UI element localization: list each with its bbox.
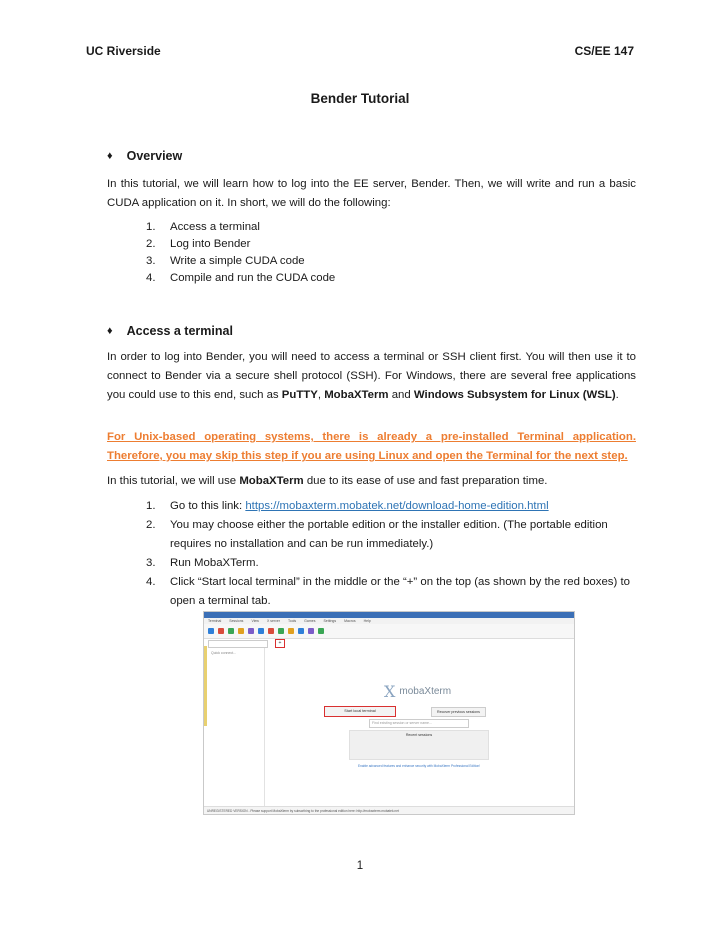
menu-item: Terminal: [208, 619, 222, 623]
diamond-bullet-icon: ♦: [107, 150, 113, 162]
toolbar-icon: [318, 628, 324, 634]
menu-item: Settings: [323, 619, 337, 623]
menu-item: Games: [304, 619, 316, 623]
separator: ,: [317, 389, 325, 401]
page-number: 1: [356, 860, 364, 872]
menu-item: Tools: [288, 619, 297, 623]
list-item: [146, 236, 636, 253]
list-item: [146, 219, 636, 236]
setup-steps: [146, 497, 636, 611]
mobaxterm-intro: [107, 472, 636, 491]
mobaxterm-logo: [384, 682, 451, 701]
mobaxterm-label: MobaXTerm: [324, 389, 389, 401]
toolbar-icon: [248, 628, 254, 634]
menu-item: View: [251, 619, 259, 623]
list-text: Run MobaXTerm.: [170, 557, 259, 569]
document-title: Bender Tutorial: [310, 91, 410, 106]
list-number: 4.: [146, 576, 156, 588]
access-text: In order to log into Bender, you will need to access a terminal or SSH client first. You will then use it to connect to Bender via a secure shell protocol (SSH). For Windows, there are several free applications you could use to this end, such as: [107, 351, 636, 401]
overview-heading-text: Overview: [126, 149, 183, 163]
intro-text-end: due to its ease of use and fast preparation time.: [303, 475, 548, 487]
start-local-terminal-button: Start local terminal: [324, 706, 396, 717]
putty-label: PuTTY: [281, 389, 318, 401]
intro-text: In this tutorial, we will use: [107, 475, 240, 487]
list-number: 4.: [146, 272, 156, 284]
toolbar-icon: [208, 628, 214, 634]
find-session-field: Find existing session or server name...: [369, 719, 469, 728]
overview-paragraph: In this tutorial, we will learn how to log into the EE server, Bender. Then, we will write and run a basic CUDA application on it. In short, we will do the following:: [107, 178, 636, 209]
list-number: 1.: [146, 221, 156, 233]
professional-edition-link: Enable advanced features and enhance security with MobaXterm Professional Edition!: [357, 764, 481, 768]
list-text: Go to this link:: [170, 500, 246, 512]
quick-connect-field: [208, 640, 268, 655]
access-paragraph: [107, 348, 636, 405]
toolbar-icon: [238, 628, 244, 634]
recent-sessions-box: Recent sessions: [349, 730, 489, 760]
list-item: [146, 253, 636, 270]
sidebar-strip: [204, 646, 207, 726]
toolbar-icon: [228, 628, 234, 634]
wsl-label: Windows Subsystem for Linux (WSL): [413, 389, 616, 401]
toolbar-icon: [278, 628, 284, 634]
header-right: CS/EE 147: [574, 44, 634, 58]
list-number: 2.: [146, 519, 156, 531]
status-bar: UNREGISTERED VERSION - Please support MobaXterm by subscribing to the professional edition here: http://mobaxterm.mobatek.net: [204, 806, 574, 814]
new-tab-plus-icon: +: [275, 639, 285, 648]
list-item: [146, 270, 636, 287]
list-number: 1.: [146, 500, 156, 512]
toolbar-icon: [258, 628, 264, 634]
toolbar-icon: [288, 628, 294, 634]
list-item: [146, 573, 636, 611]
toolbar-icon: [308, 628, 314, 634]
mobaxterm-label: MobaXTerm: [239, 475, 304, 487]
access-heading-text: Access a terminal: [126, 324, 233, 338]
toolbar-icon: [218, 628, 224, 634]
menu-item: Sessions: [229, 619, 244, 623]
conjunction: and: [388, 389, 414, 401]
list-number: 3.: [146, 255, 156, 267]
toolbar-icon: [298, 628, 304, 634]
overview-list: [146, 219, 636, 287]
overview-heading: [107, 149, 182, 163]
quick-connect-text: Quick connect...: [211, 651, 237, 655]
mobaxterm-screenshot: [203, 611, 575, 815]
logo-x-icon: X: [384, 682, 396, 701]
list-text: Access a terminal: [170, 221, 260, 233]
menu-item: X server: [266, 619, 280, 623]
logo-text: mobaXterm: [399, 686, 452, 697]
list-text: You may choose either the portable edition or the installer edition. (The portable edition requires no installation and can be run immediately.): [170, 519, 608, 550]
list-number: 2.: [146, 238, 156, 250]
access-heading: [107, 324, 233, 338]
recover-sessions-button: Recover previous sessions: [431, 707, 486, 717]
list-text: Click “Start local terminal” in the middle or the “+” on the top (as shown by the red boxes) to open a terminal tab.: [170, 576, 630, 607]
sessions-panel: [208, 648, 265, 808]
header-left: UC Riverside: [86, 44, 161, 58]
list-item: [146, 554, 636, 573]
toolbar: [204, 624, 574, 639]
period: .: [615, 389, 619, 401]
menu-item: Help: [363, 619, 371, 623]
list-text: Write a simple CUDA code: [170, 255, 305, 267]
menu-item: Macros: [344, 619, 356, 623]
list-item: [146, 497, 636, 516]
list-text: Log into Bender: [170, 238, 251, 250]
download-link[interactable]: https://mobaxterm.mobatek.net/download-home-edition.html: [245, 500, 549, 512]
list-number: 3.: [146, 557, 156, 569]
diamond-bullet-icon: ♦: [107, 325, 113, 337]
unix-note: For Unix-based operating systems, there is already a pre-installed Terminal application. Therefore, you may skip this step if you are using Linux and open the Terminal for the next step.: [107, 431, 636, 462]
list-item: [146, 516, 636, 554]
toolbar-icon: [268, 628, 274, 634]
list-text: Compile and run the CUDA code: [170, 272, 336, 284]
